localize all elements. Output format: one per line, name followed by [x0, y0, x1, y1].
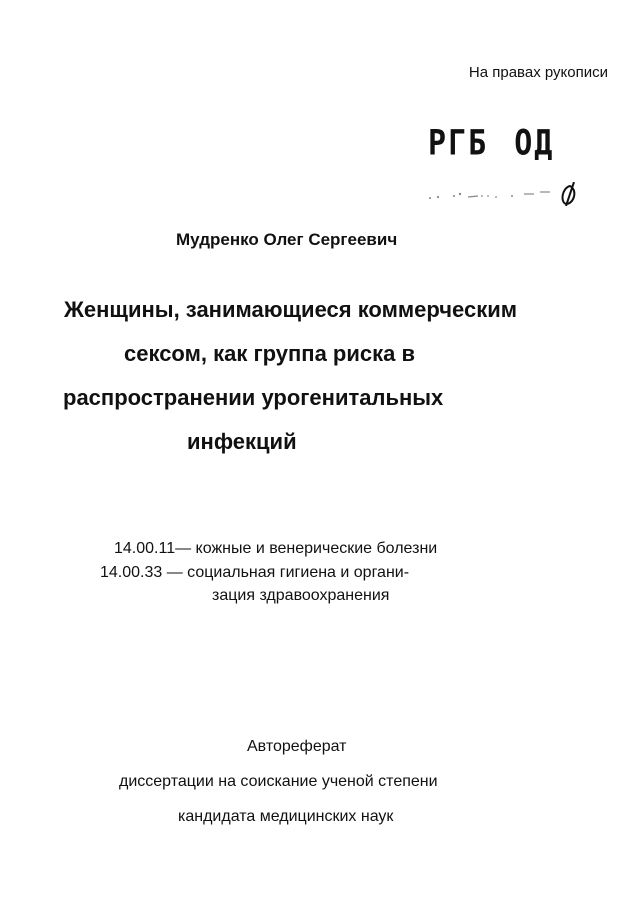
library-stamp	[428, 123, 554, 163]
title-line: инфекций	[187, 429, 297, 454]
title-line: Женщины, занимающиеся коммерческим	[64, 297, 518, 322]
title-line: распространении урогенитальных	[63, 385, 444, 410]
degree-name: кандидата медицинских наук	[178, 808, 394, 825]
title-line: сексом, как группа риска в	[124, 341, 415, 366]
stamp-library-text: РГБ	[428, 123, 489, 164]
specialty-line: 14.00.33 — социальная гигиена и органи-	[100, 564, 410, 581]
rights-note: На правах рукописи	[468, 64, 608, 81]
specialty-line: зация здравоохранения	[212, 587, 390, 604]
stamp-code-text: ОД	[514, 123, 555, 164]
handwritten-mark	[424, 182, 584, 206]
dissertation-purpose: диссертации на соискание ученой степени	[119, 773, 438, 790]
document-type: Автореферат	[247, 738, 347, 755]
specialty-line: 14.00.11— кожные и венерические болезни	[114, 540, 438, 557]
author-name: Мудренко Олег Сергеевич	[176, 230, 398, 249]
